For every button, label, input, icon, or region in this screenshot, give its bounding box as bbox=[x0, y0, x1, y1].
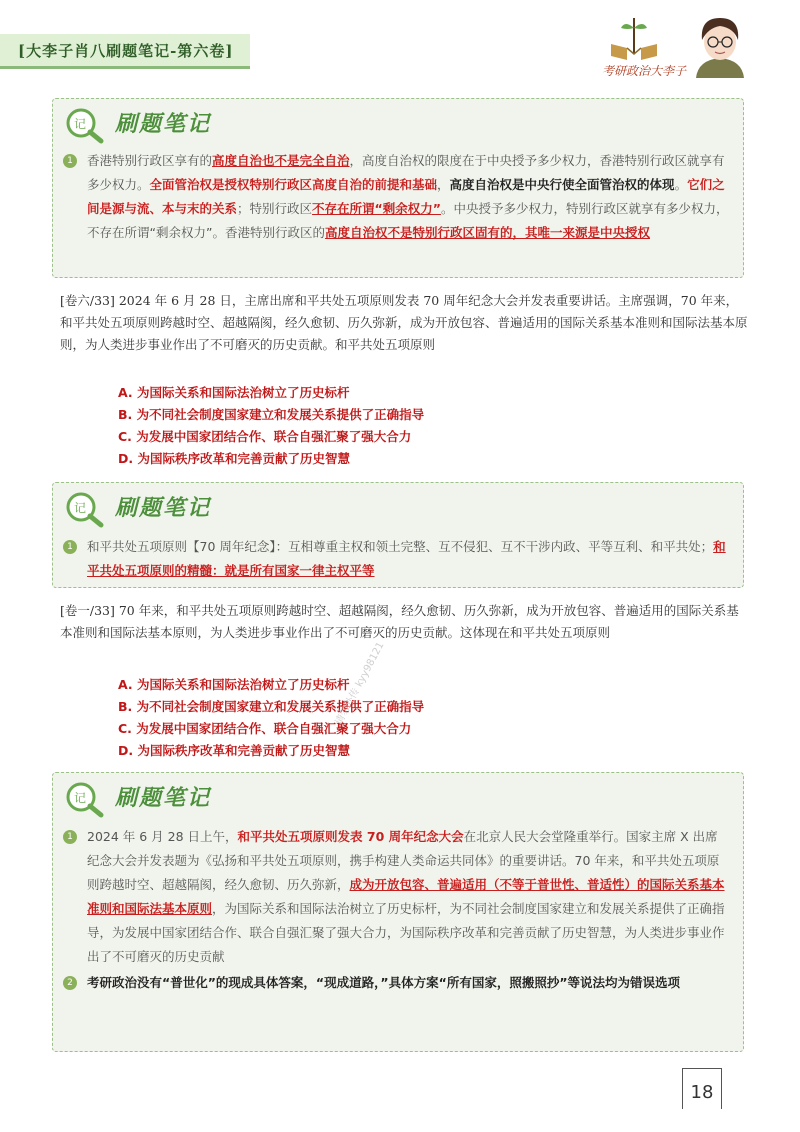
bullet-number-icon: 1 bbox=[63, 154, 77, 168]
text-span: 和平共处五项原则【70 周年纪念】：互相尊重主权和领土完整、互不侵犯、互不干涉内政、平等互利、和平共处； bbox=[87, 539, 714, 554]
note-body bbox=[63, 535, 729, 583]
svg-text:记: 记 bbox=[74, 501, 87, 515]
text-span: 。中央授予多少权力，特别行政区就享有多少权力，不存在所谓“剩余权力”。香港特别行政区的 bbox=[87, 201, 729, 240]
svg-text:记: 记 bbox=[74, 791, 87, 805]
option-b[interactable]: B. 为不同社会制度国家建立和发展关系提供了正确指导 bbox=[118, 407, 425, 422]
note-title: 刷题笔记 bbox=[115, 495, 212, 521]
highlight-text: 高度自治也不是完全自治 bbox=[212, 153, 350, 168]
option-d[interactable]: D. 为国际秩序改革和完善贡献了历史智慧 bbox=[118, 451, 350, 466]
page-number: 18 bbox=[682, 1068, 722, 1109]
magnifier-note-icon bbox=[63, 779, 107, 819]
text-span: 2024 年 6 月 28 日上午， bbox=[87, 829, 238, 844]
note-point bbox=[63, 149, 729, 245]
note-body bbox=[63, 149, 729, 245]
option-a[interactable]: A. 为国际关系和国际法治树立了历史标杆 bbox=[118, 385, 350, 400]
text-span: 。 bbox=[674, 177, 688, 192]
option-c[interactable]: C. 为发展中国家团结合作、联合自强汇聚了强大合力 bbox=[118, 429, 412, 444]
note-box-2 bbox=[52, 482, 744, 588]
bullet-number-icon: 1 bbox=[63, 540, 77, 554]
option-a[interactable]: A. 为国际关系和国际法治树立了历史标杆 bbox=[118, 677, 350, 692]
watermark: 请勿外传 kyy98121 bbox=[333, 640, 387, 728]
highlight-text: 它们之间是源与流、本与末的关系 bbox=[87, 177, 725, 216]
note-title: 刷题笔记 bbox=[115, 785, 212, 811]
question-1-options bbox=[118, 382, 424, 470]
note-box-1 bbox=[52, 98, 744, 278]
text-span: ， bbox=[437, 177, 450, 192]
option-d[interactable]: D. 为国际秩序改革和完善贡献了历史智慧 bbox=[118, 743, 350, 758]
note-body bbox=[63, 825, 729, 995]
question-2-options bbox=[118, 674, 424, 762]
highlight-text: 高度自治权不是特别行政区固有的，其唯一来源是中央授权 bbox=[324, 225, 650, 240]
highlight-text: 成为开放包容、普遍适用（不等于普世性、普适性）的国际关系基本准则和国际法基本原则 bbox=[87, 877, 725, 916]
text-span: 在北京人民大会堂隆重举行。国家主席 X 出席纪念大会并发表题为《弘扬和平共处五项原则，携手构建人类命运共同体》的重要讲话。70 年来，和平共处五项原则跨越时空、超越隔阂，经久愈韧、历久弥新， bbox=[87, 829, 720, 892]
highlight-text: 和平共处五项原则的精髓：就是所有国家一律主权平等 bbox=[87, 539, 726, 578]
text-span: ，高度自治权的限度在于中央授予多少权力，香港特别行政区就享有多少权力。 bbox=[87, 153, 725, 192]
bold-text: 高度自治权是中央行使全面管治权的体现 bbox=[449, 177, 675, 192]
note-box-3 bbox=[52, 772, 744, 1052]
note-heading bbox=[63, 779, 212, 815]
text-span: ，为国际关系和国际法治树立了历史标杆，为不同社会制度国家建立和发展关系提供了正确指导，为发展中国家团结合作、联合自强汇聚了强大合力，为国际秩序改革和完善贡献了历史智慧，为人类进步事业作出了不可磨灭的历史贡献 bbox=[87, 901, 725, 964]
option-c[interactable]: C. 为发展中国家团结合作、联合自强汇聚了强大合力 bbox=[118, 721, 412, 736]
note-point bbox=[63, 535, 729, 583]
brand-name: 考研政治大李子 bbox=[602, 64, 687, 78]
bold-text: 考研政治没有“普世化”的现成具体答案，“现成道路，”具体方案“所有国家，照搬照抄”等说法均为错误选项 bbox=[87, 975, 681, 990]
avatar bbox=[690, 12, 750, 78]
svg-text:记: 记 bbox=[74, 117, 87, 131]
highlight-text: 和平共处五项原则发表 70 周年纪念大会 bbox=[237, 829, 464, 844]
bullet-number-icon: 1 bbox=[63, 830, 77, 844]
text-span: ；特别行政区 bbox=[237, 201, 313, 216]
magnifier-note-icon bbox=[63, 105, 107, 145]
note-title: 刷题笔记 bbox=[115, 111, 212, 137]
logo-icon bbox=[603, 14, 665, 64]
note-heading bbox=[63, 489, 212, 525]
note-point bbox=[63, 971, 729, 995]
highlight-text: 全面管治权是授权特别行政区高度自治的前提和基础 bbox=[149, 177, 438, 192]
magnifier-note-icon bbox=[63, 489, 107, 529]
question-2: [卷一/33] 70 年来，和平共处五项原则跨越时空、超越隔阂，经久愈韧、历久弥新，成为开放包容、普遍适用的国际关系基本准则和国际法基本原则，为人类进步事业作出了不可磨灭的历史贡献。这体现在和平共处五项原则 bbox=[60, 603, 739, 640]
option-b[interactable]: B. 为不同社会制度国家建立和发展关系提供了正确指导 bbox=[118, 699, 425, 714]
highlight-text: 不存在所谓“剩余权力” bbox=[312, 201, 441, 216]
document-title: [大李子肖八刷题笔记-第六卷] bbox=[18, 42, 234, 60]
note-heading bbox=[63, 105, 212, 141]
bullet-number-icon: 2 bbox=[63, 976, 77, 990]
question-1: [卷六/33] 2024 年 6 月 28 日，主席出席和平共处五项原则发表 70 周年纪念大会并发表重要讲话。主席强调，70 年来，和平共处五项原则跨越时空、超越隔阂，经久愈韧、历久弥新，成为开放包容、普遍适用的国际关系基本准则和国际法基本原则，为人类进步事业作出了不可磨灭的历史贡献。和平共处五项原则 bbox=[60, 293, 748, 352]
note-point bbox=[63, 825, 729, 969]
text-span: 香港特别行政区享有的 bbox=[87, 153, 213, 168]
